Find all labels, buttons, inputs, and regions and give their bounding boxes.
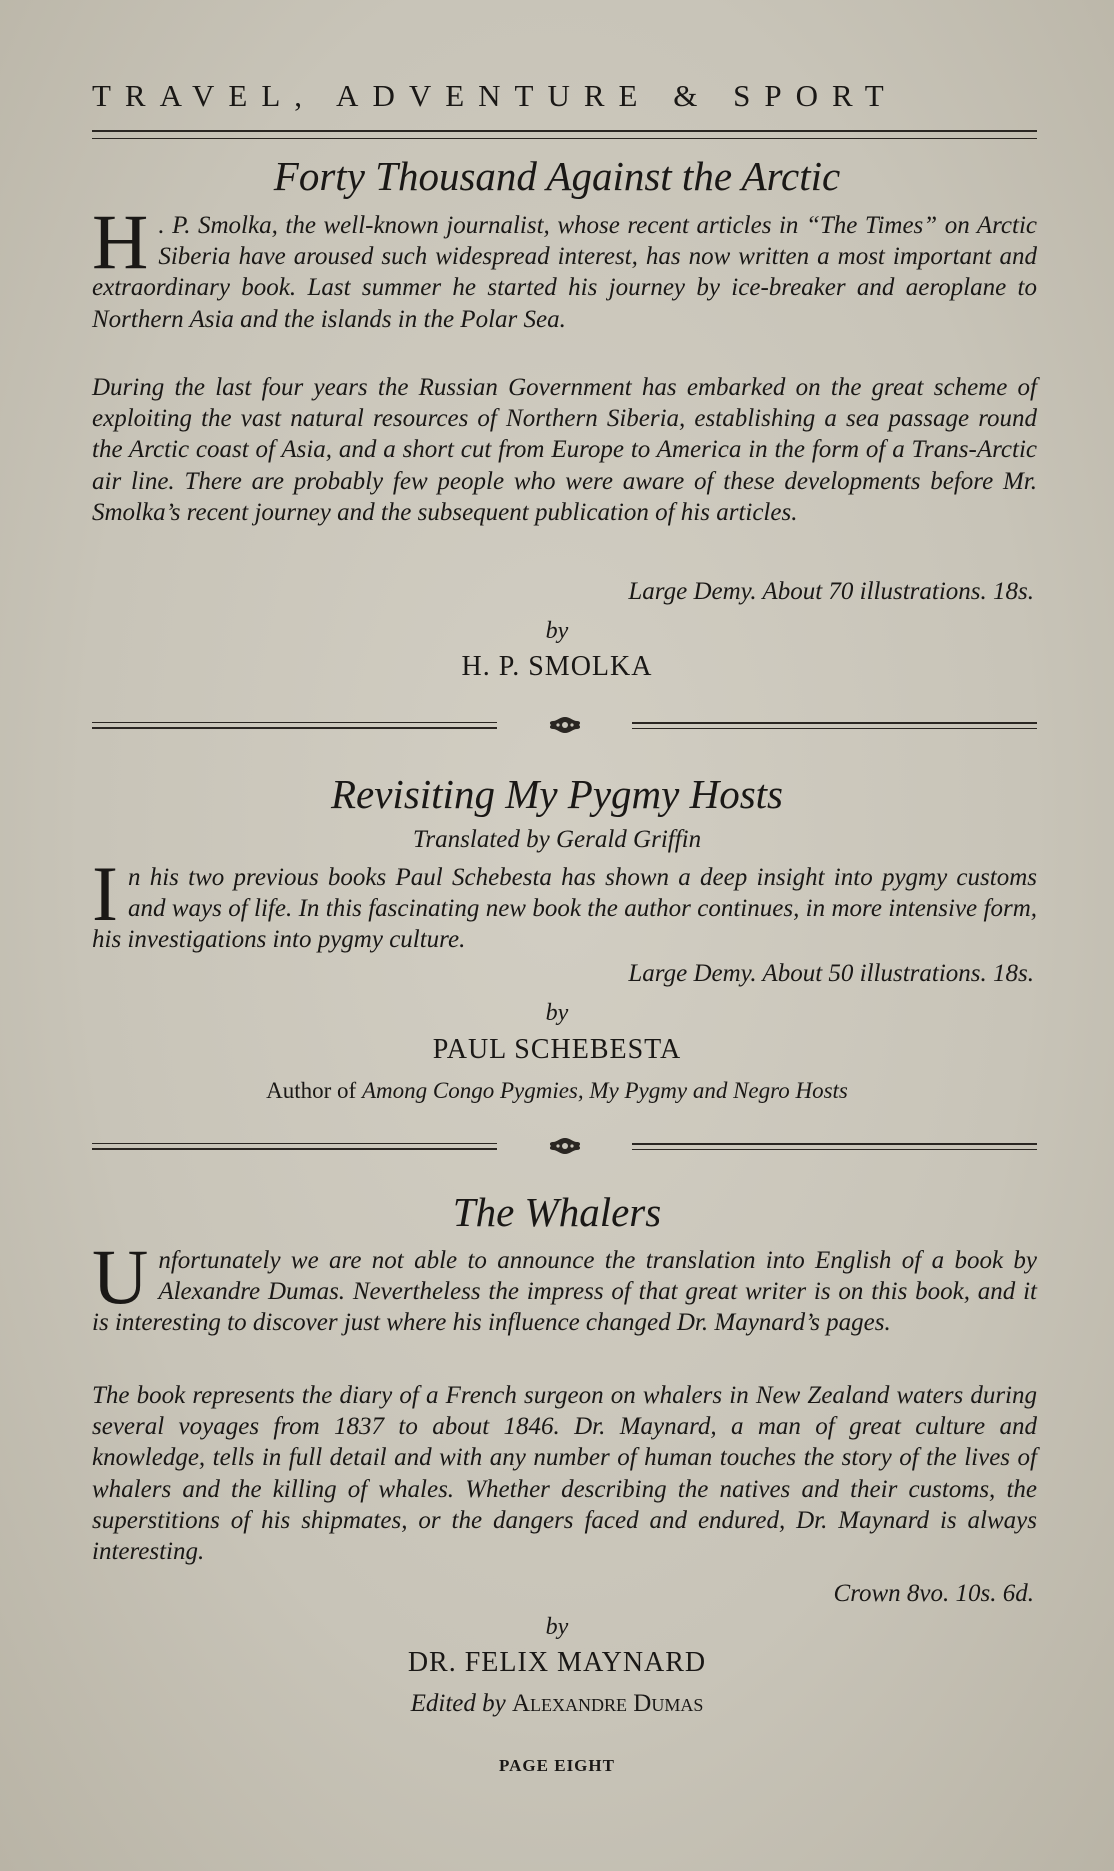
header-rule-thin (92, 138, 1037, 139)
translator-line (0, 826, 1114, 854)
editor-prefix: Edited by (410, 1690, 506, 1717)
editor-line (0, 1690, 1114, 1718)
price-line: Large Demy. About 70 illustrations. 18s. (628, 578, 1034, 605)
section-divider (92, 1134, 1037, 1158)
book-title: Forty Thousand Against the Arctic (273, 153, 841, 199)
book-title: Revisiting My Pygmy Hosts (330, 771, 784, 817)
drop-cap: H (92, 198, 149, 285)
book-paragraph: . P. Smolka, the well-known journalist, whose recent articles in “The Times” on Arctic Siberia have aroused such widespread interest, has now written a most important and extraordinary book. Last summer he started his journey by ice-breaker and aeroplane to Northern Asia and the islands in the Polar Sea. (92, 212, 1037, 333)
header-rule (92, 130, 1037, 132)
author-of-prefix: Author of (266, 1078, 357, 1103)
book-paragraph: nfortunately we are not able to announce the translation into English of a book by Alexandre Dumas. Nevertheless the impress of that great writer is on this book, and it is interesting to discover just where his influence changed Dr. Maynard’s pages. (92, 1247, 1037, 1337)
book-description (92, 198, 1037, 335)
author-name: H. P. SMOLKA (461, 651, 653, 682)
author-of-line (0, 1078, 1114, 1104)
price-line: Crown 8vo. 10s. 6d. (833, 1580, 1034, 1607)
book-paragraph-2: During the last four years the Russian Government has embarked on the great scheme of exploiting the vast natural resources of Northern Siberia, establishing a sea passage round the Arctic coast of Asia, and a short cut from Europe to America in the form of a Trans-Arctic air line. There are probably few people who were aware of these developments before Mr. Smolka’s recent journey and the subsequent publication of his articles. (92, 374, 1037, 526)
drop-cap: U (92, 1233, 149, 1320)
book-description (92, 1233, 1037, 1339)
editor-name: Alexandre Dumas (512, 1690, 704, 1717)
price-line: Large Demy. About 50 illustrations. 18s. (628, 960, 1034, 987)
fleuron-ornament-icon (547, 713, 583, 737)
page-number: PAGE EIGHT (499, 1756, 615, 1775)
by-label: by (545, 1000, 569, 1026)
book-title: The Whalers (452, 1189, 662, 1235)
author-name: DR. FELIX MAYNARD (407, 1647, 707, 1678)
book-paragraph: n his two previous books Paul Schebesta has shown a deep insight into pygmy customs and ways of life. In this fascinating new book the author continues, in more intensive form, his investigations into pygmy culture. (92, 864, 1037, 954)
translator-text: Translated by Gerald Griffin (412, 826, 702, 853)
by-label: by (545, 1614, 569, 1640)
section-divider (92, 713, 1037, 737)
book-description (92, 850, 1037, 956)
author-name: PAUL SCHEBESTA (432, 1034, 682, 1065)
drop-cap: I (92, 850, 118, 937)
fleuron-ornament-icon (547, 1134, 583, 1158)
section-header: TRAVEL, ADVENTURE & SPORT (92, 78, 898, 113)
author-of-works: Among Congo Pygmies, My Pygmy and Negro Hosts (361, 1078, 848, 1103)
book-paragraph-2: The book represents the diary of a French surgeon on whalers in New Zealand waters during several voyages from 1837 to about 1846. Dr. Maynard, a man of great culture and knowledge, tells in full detail and with any number of human touches the story of the lives of whalers and the killing of whales. Whether describing the natives and their customs, the superstitions of his shipmates, or the dangers faced and endured, Dr. Maynard is always interesting. (92, 1382, 1037, 1566)
by-label: by (545, 618, 569, 644)
